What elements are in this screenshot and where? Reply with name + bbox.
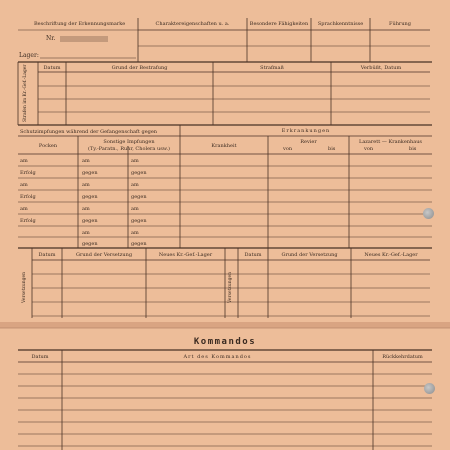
sonst2-gegen-2: gegen: [131, 194, 147, 200]
label-sprachkenntnisse: Sprachkenntnisse: [317, 21, 364, 27]
sonst2-am-3: am: [131, 206, 139, 212]
heading-impfungen: Schutzimpfungen während der Gefangenschaft gegen: [20, 129, 158, 135]
col-verbuesst: Verbüßt, Datum: [360, 65, 402, 71]
col-vers-datum-1: Datum: [38, 252, 56, 258]
sonst-gegen-4: gegen: [82, 241, 98, 247]
col-kommando-art: Art des Kommandos: [183, 354, 252, 360]
label-fuehrung: Führung: [389, 21, 411, 27]
sonst2-gegen-4: gegen: [131, 241, 147, 247]
sonst2-am-2: am: [131, 182, 139, 188]
side-label-versetzungen-left: Versetzungen: [22, 271, 27, 303]
label-beschriftung: Beschriftung der Erkennungsmarke: [34, 21, 126, 27]
punch-hole: [423, 208, 434, 219]
sonst-am-2: am: [82, 182, 90, 188]
col-sonstige: Sonstige Impfungen: [103, 139, 155, 145]
col-strafen-datum: Datum: [43, 65, 61, 71]
revier-bis: bis: [328, 146, 336, 152]
pocken-am-2: am: [20, 182, 28, 188]
label-faehigkeiten: Besondere Fähigkeiten: [249, 21, 309, 27]
col-pocken: Pocken: [38, 143, 58, 149]
pocken-erfolg-2: Erfolg: [20, 194, 36, 200]
sonst2-am-1: am: [131, 158, 139, 164]
sonst-am-4: am: [82, 230, 90, 236]
pocken-am-1: am: [20, 158, 28, 164]
col-vers-neues-1: Neues Kr.-Gef.-Lager: [158, 252, 213, 258]
sonst-gegen-1: gegen: [82, 170, 98, 176]
lazarett-von: von: [364, 146, 374, 152]
sonst2-gegen-3: gegen: [131, 218, 147, 224]
col-vers-grund-1: Grund der Versetzung: [75, 252, 133, 258]
col-strafen-grund: Grund der Bestrafung: [111, 65, 168, 71]
sonst-gegen-3: gegen: [82, 218, 98, 224]
col-lazarett: Lazarett — Krankenhaus: [359, 139, 422, 145]
label-nr: Nr.: [46, 35, 56, 42]
sonst-am-1: am: [82, 158, 90, 164]
col-vers-grund-2: Grund der Versetzung: [281, 252, 338, 258]
label-lager: Lager:: [19, 52, 39, 59]
col-strafmass: Strafmaß: [260, 65, 284, 71]
sonst2-gegen-1: gegen: [131, 170, 147, 176]
sonst2-am-4: am: [131, 230, 139, 236]
kommandos-title: Kommandos: [193, 337, 257, 347]
col-vers-neues-2: Neues Kr.-Gef.-Lager: [364, 252, 418, 258]
side-label-strafen: Strafen im Kr.-Gef.-Lager: [23, 64, 28, 122]
col-vers-datum-2: Datum: [244, 252, 262, 258]
col-kommando-datum: Datum: [31, 354, 49, 360]
pocken-erfolg-3: Erfolg: [20, 218, 36, 224]
heading-erkrankungen: Erkrankungen: [281, 128, 331, 134]
col-krankheit: Krankheit: [211, 143, 237, 149]
label-charakter: Charaktereigenschaften u. a.: [155, 21, 230, 27]
sonst-gegen-2: gegen: [82, 194, 98, 200]
side-label-versetzungen-right: Versetzungen: [228, 271, 233, 303]
pocken-erfolg-1: Erfolg: [20, 170, 36, 176]
col-revier: Revier: [300, 139, 317, 145]
revier-von: von: [283, 146, 293, 152]
sonst-am-3: am: [82, 206, 90, 212]
col-sonstige-sub: (Ty.-Paratn., Ruhr, Cholera usw.): [87, 146, 171, 152]
lazarett-bis: bis: [409, 146, 417, 152]
punch-hole: [424, 383, 435, 394]
col-rueckkehr: Rückkehrdatum: [382, 354, 423, 360]
pocken-am-3: am: [20, 206, 28, 212]
